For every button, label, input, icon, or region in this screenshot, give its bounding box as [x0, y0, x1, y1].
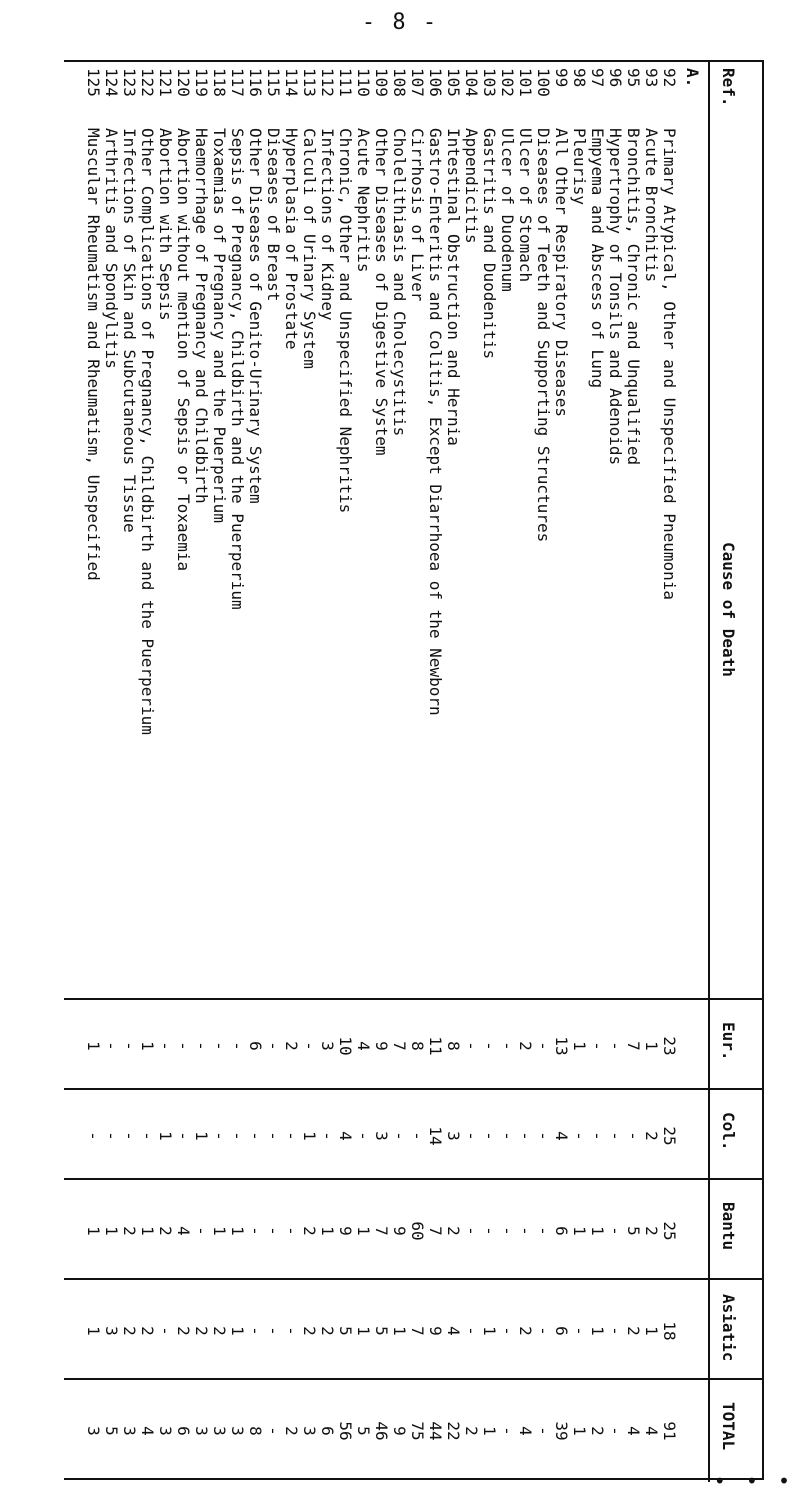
cell-bantu: 5 [624, 1226, 643, 1236]
cell-asiatic: 2 [138, 1326, 157, 1336]
cell-asiatic: 1 [642, 1326, 661, 1336]
cell-cause: Acute Bronchitis [642, 128, 661, 283]
cell-total: 39 [552, 1421, 571, 1441]
cell-asiatic: 1 [354, 1326, 373, 1336]
cell-ref: 107 [408, 68, 427, 97]
cell-total: 44 [426, 1421, 445, 1441]
cell-col: - [246, 1131, 265, 1141]
mortality-table-frame [64, 60, 764, 1480]
cell-cause: Appendicitis [462, 128, 481, 244]
cell-total: - [606, 1426, 625, 1436]
cell-ref: 99 [552, 68, 571, 88]
cell-ref: 120 [174, 68, 193, 97]
header-total: TOTAL [719, 1402, 738, 1451]
cell-bantu: 9 [336, 1226, 355, 1236]
cell-cause: Abortion with Sepsis [156, 128, 175, 321]
cell-eur: 1 [570, 1041, 589, 1051]
cell-total: - [498, 1426, 517, 1436]
cell-total: 6 [174, 1426, 193, 1436]
cell-cause: Cholelithiasis and Cholecystitis [390, 128, 409, 437]
cell-total: 5 [102, 1426, 121, 1436]
cell-cause: Other Diseases of Genito-Urinary System [246, 128, 265, 504]
cell-col: 4 [552, 1131, 571, 1141]
cell-bantu: 1 [318, 1226, 337, 1236]
cell-bantu: - [516, 1226, 535, 1236]
cell-ref: 122 [138, 68, 157, 97]
cell-asiatic: - [264, 1326, 283, 1336]
header-col: Col. [719, 1112, 738, 1151]
cell-col: 4 [336, 1131, 355, 1141]
cell-col: - [138, 1131, 157, 1141]
cell-eur: - [228, 1041, 247, 1051]
cell-bantu: 4 [174, 1226, 193, 1236]
cell-ref: 106 [426, 68, 445, 97]
cell-bantu: 1 [84, 1226, 103, 1236]
cell-eur: 6 [246, 1041, 265, 1051]
cell-cause: Diseases of Breast [264, 128, 283, 302]
cell-col: - [390, 1131, 409, 1141]
cell-eur: - [606, 1041, 625, 1051]
cell-eur: - [156, 1041, 175, 1051]
cell-col: - [174, 1131, 193, 1141]
table-row [82, 62, 104, 1482]
cell-eur: - [120, 1041, 139, 1051]
cell-asiatic: - [462, 1326, 481, 1336]
cell-bantu: 1 [570, 1226, 589, 1236]
cell-bantu: - [264, 1226, 283, 1236]
cell-col: 14 [426, 1126, 445, 1146]
cell-cause: Hyperplasia of Prostate [282, 128, 301, 350]
cell-cause: Cirrhosis of Liver [408, 128, 427, 302]
cell-ref: 123 [120, 68, 139, 97]
cell-eur: 7 [390, 1041, 409, 1051]
header-cause: Cause of Death [719, 542, 738, 677]
cell-eur: 1 [138, 1041, 157, 1051]
cell-eur: - [480, 1041, 499, 1051]
cell-cause: Gastro-Enteritis and Colitis, Except Diarrhoea of the Newborn [426, 128, 445, 716]
cell-total: 4 [138, 1426, 157, 1436]
cell-asiatic: 2 [174, 1326, 193, 1336]
cell-col: 2 [642, 1131, 661, 1141]
cell-col: - [498, 1131, 517, 1141]
cell-bantu: 1 [354, 1226, 373, 1236]
section-marker: A. [683, 68, 702, 88]
cell-total: 2 [462, 1426, 481, 1436]
cell-eur: - [210, 1041, 229, 1051]
cell-cause: Infections of Skin and Subcutaneous Tissue [120, 128, 139, 533]
cell-ref: 98 [570, 68, 589, 88]
cell-bantu: 7 [426, 1226, 445, 1236]
header-eur: Eur. [719, 1022, 738, 1061]
cell-total: 9 [390, 1426, 409, 1436]
cell-col: 1 [156, 1131, 175, 1141]
cell-cause: Calculi of Urinary System [300, 128, 319, 369]
cell-total: 3 [210, 1426, 229, 1436]
cell-col: - [516, 1131, 535, 1141]
cell-ref: 103 [480, 68, 499, 97]
cell-total: 2 [282, 1426, 301, 1436]
cell-bantu: - [282, 1226, 301, 1236]
cell-ref: 102 [498, 68, 517, 97]
cell-col: - [408, 1131, 427, 1141]
cell-bantu: 2 [642, 1226, 661, 1236]
cell-asiatic: - [246, 1326, 265, 1336]
cell-col: - [462, 1131, 481, 1141]
cell-bantu: - [606, 1226, 625, 1236]
cell-bantu: - [246, 1226, 265, 1236]
cell-total: - [534, 1426, 553, 1436]
cell-eur: 4 [354, 1041, 373, 1051]
cell-col: - [228, 1131, 247, 1141]
cell-col: - [588, 1131, 607, 1141]
cell-cause: Abortion without mention of Sepsis or Toxaemia [174, 128, 193, 572]
cell-cause: Muscular Rheumatism and Rheumatism, Unspecified [84, 128, 103, 581]
cell-ref: 114 [282, 68, 301, 97]
cell-asiatic: 5 [336, 1326, 355, 1336]
cell-total: 3 [120, 1426, 139, 1436]
cell-eur: 2 [516, 1041, 535, 1051]
cell-total: 3 [192, 1426, 211, 1436]
cell-ref: 119 [192, 68, 211, 97]
cell-cause: Diseases of Teeth and Supporting Structures [534, 128, 553, 543]
cell-cause: All Other Respiratory Diseases [552, 128, 571, 417]
cell-ref: 125 [84, 68, 103, 97]
cell-cause: Pleurisy [570, 128, 589, 206]
cell-col: 1 [192, 1131, 211, 1141]
cell-col: - [354, 1131, 373, 1141]
header-asiatic: Asiatic [719, 1294, 738, 1362]
cell-cause: Ulcer of Duodenum [498, 128, 517, 292]
cell-ref: 108 [390, 68, 409, 97]
cell-bantu: 60 [408, 1221, 427, 1241]
cell-eur: - [498, 1041, 517, 1051]
cell-col: - [282, 1131, 301, 1141]
cell-total: 4 [642, 1426, 661, 1436]
cell-total: 46 [372, 1421, 391, 1441]
cell-eur: - [588, 1041, 607, 1051]
cell-bantu: 2 [300, 1226, 319, 1236]
header-rule [708, 62, 710, 1482]
cell-asiatic: - [156, 1326, 175, 1336]
cell-cause: Hypertrophy of Tonsils and Adenoids [606, 128, 625, 466]
cell-ref: 92 [660, 68, 679, 88]
cell-ref: 124 [102, 68, 121, 97]
cell-cause: Intestinal Obstruction and Hernia [444, 128, 463, 446]
cell-asiatic: 4 [444, 1326, 463, 1336]
cell-eur: - [264, 1041, 283, 1051]
cell-ref: 115 [264, 68, 283, 97]
cell-bantu: - [462, 1226, 481, 1236]
cell-eur: 1 [642, 1041, 661, 1051]
cell-ref: 113 [300, 68, 319, 97]
cell-asiatic: 1 [390, 1326, 409, 1336]
cell-asiatic: 1 [588, 1326, 607, 1336]
cell-ref: 112 [318, 68, 337, 97]
cell-eur: - [534, 1041, 553, 1051]
cell-eur: 8 [444, 1041, 463, 1051]
cell-cause: Other Complications of Pregnancy, Childbirth and the Puerperium [138, 128, 157, 735]
cell-col: - [606, 1131, 625, 1141]
cell-col: - [624, 1131, 643, 1141]
page-number: - 8 - [361, 10, 439, 35]
cell-col: - [318, 1131, 337, 1141]
cell-total: 5 [354, 1426, 373, 1436]
cell-asiatic: 7 [408, 1326, 427, 1336]
cell-eur: 23 [660, 1036, 679, 1056]
cell-col: 3 [372, 1131, 391, 1141]
cell-ref: 93 [642, 68, 661, 88]
cell-eur: 10 [336, 1036, 355, 1056]
cell-eur: 7 [624, 1041, 643, 1051]
cell-total: 3 [156, 1426, 175, 1436]
cell-col: - [480, 1131, 499, 1141]
cell-bantu: 1 [210, 1226, 229, 1236]
cell-bantu: - [480, 1226, 499, 1236]
cell-bantu: - [498, 1226, 517, 1236]
footer-marker: • • • [713, 1469, 794, 1493]
cell-eur: 9 [372, 1041, 391, 1051]
cell-cause: Chronic, Other and Unspecified Nephritis [336, 128, 355, 514]
cell-bantu: 9 [390, 1226, 409, 1236]
cell-cause: Infections of Kidney [318, 128, 337, 321]
cell-eur: 1 [84, 1041, 103, 1051]
cell-cause: Acute Nephritis [354, 128, 373, 273]
header-bantu: Bantu [719, 1202, 738, 1251]
cell-ref: 97 [588, 68, 607, 88]
cell-col: - [102, 1131, 121, 1141]
cell-asiatic: - [534, 1326, 553, 1336]
cell-col: - [120, 1131, 139, 1141]
cell-cause: Primary Atypical, Other and Unspecified Pneumonia [660, 128, 679, 601]
cell-col: - [84, 1131, 103, 1141]
cell-ref: 101 [516, 68, 535, 97]
cell-total: 75 [408, 1421, 427, 1441]
cell-total: 2 [588, 1426, 607, 1436]
cell-total: 3 [228, 1426, 247, 1436]
cell-eur: - [462, 1041, 481, 1051]
cell-ref: 96 [606, 68, 625, 88]
cell-asiatic: - [570, 1326, 589, 1336]
cell-cause: Sepsis of Pregnancy, Childbirth and the Puerperium [228, 128, 247, 610]
cell-asiatic: 2 [120, 1326, 139, 1336]
cell-eur: 3 [318, 1041, 337, 1051]
cell-total: 4 [624, 1426, 643, 1436]
cell-cause: Other Diseases of Digestive System [372, 128, 391, 456]
cell-col: 25 [660, 1126, 679, 1146]
cell-eur: 2 [282, 1041, 301, 1051]
cell-ref: 95 [624, 68, 643, 88]
cell-asiatic: 2 [192, 1326, 211, 1336]
cell-bantu: 7 [372, 1226, 391, 1236]
cell-col: - [210, 1131, 229, 1141]
cell-ref: 116 [246, 68, 265, 97]
cell-bantu: 1 [228, 1226, 247, 1236]
cell-total: 1 [570, 1426, 589, 1436]
cell-asiatic: - [606, 1326, 625, 1336]
cell-bantu: 2 [156, 1226, 175, 1236]
cell-asiatic: 2 [318, 1326, 337, 1336]
cell-bantu: - [192, 1226, 211, 1236]
cell-col: 3 [444, 1131, 463, 1141]
cell-asiatic: 2 [624, 1326, 643, 1336]
cell-asiatic: 6 [552, 1326, 571, 1336]
cell-cause: Arthritis and Spondylitis [102, 128, 121, 369]
cell-asiatic: 1 [228, 1326, 247, 1336]
cell-ref: 100 [534, 68, 553, 97]
cell-total: 3 [300, 1426, 319, 1436]
cell-asiatic: 9 [426, 1326, 445, 1336]
cell-col: - [570, 1131, 589, 1141]
cell-eur: - [300, 1041, 319, 1051]
cell-total: 4 [516, 1426, 535, 1436]
cell-asiatic: 2 [516, 1326, 535, 1336]
cell-cause: Toxaemias of Pregnancy and the Puerperium [210, 128, 229, 523]
cell-cause: Empyema and Abscess of Lung [588, 128, 607, 389]
cell-total: 3 [84, 1426, 103, 1436]
cell-total: 22 [444, 1421, 463, 1441]
cell-ref: 104 [462, 68, 481, 97]
cell-ref: 121 [156, 68, 175, 97]
header-ref: Ref. [719, 68, 738, 107]
cell-bantu: 2 [444, 1226, 463, 1236]
cell-total: 56 [336, 1421, 355, 1441]
cell-ref: 105 [444, 68, 463, 97]
cell-col: - [264, 1131, 283, 1141]
cell-cause: Ulcer of Stomach [516, 128, 535, 283]
cell-bantu: 1 [102, 1226, 121, 1236]
cell-bantu: 25 [660, 1221, 679, 1241]
cell-asiatic: 2 [210, 1326, 229, 1336]
rotated-table [64, 62, 764, 1482]
cell-eur: 13 [552, 1036, 571, 1056]
cell-asiatic: 18 [660, 1321, 679, 1341]
cell-asiatic: 5 [372, 1326, 391, 1336]
cell-col: - [534, 1131, 553, 1141]
cell-total: - [264, 1426, 283, 1436]
cell-total: 1 [480, 1426, 499, 1436]
cell-ref: 111 [336, 68, 355, 97]
cell-eur: - [192, 1041, 211, 1051]
cell-asiatic: 1 [480, 1326, 499, 1336]
cell-ref: 110 [354, 68, 373, 97]
cell-total: 6 [318, 1426, 337, 1436]
cell-bantu: - [534, 1226, 553, 1236]
cell-bantu: 2 [120, 1226, 139, 1236]
cell-cause: Gastritis and Duodenitis [480, 128, 499, 360]
cell-total: 8 [246, 1426, 265, 1436]
cell-asiatic: 3 [102, 1326, 121, 1336]
cell-ref: 118 [210, 68, 229, 97]
cell-col: 1 [300, 1131, 319, 1141]
cell-ref: 117 [228, 68, 247, 97]
cell-bantu: 6 [552, 1226, 571, 1236]
cell-asiatic: - [498, 1326, 517, 1336]
cell-cause: Bronchitis, Chronic and Unqualified [624, 128, 643, 466]
cell-asiatic: 1 [84, 1326, 103, 1336]
cell-eur: - [102, 1041, 121, 1051]
cell-bantu: 1 [588, 1226, 607, 1236]
cell-eur: - [174, 1041, 193, 1051]
cell-asiatic: - [282, 1326, 301, 1336]
cell-bantu: 1 [138, 1226, 157, 1236]
cell-cause: Haemorrhage of Pregnancy and Childbirth [192, 128, 211, 504]
cell-asiatic: 2 [300, 1326, 319, 1336]
cell-eur: 8 [408, 1041, 427, 1051]
cell-eur: 11 [426, 1036, 445, 1056]
cell-ref: 109 [372, 68, 391, 97]
cell-total: 91 [660, 1421, 679, 1441]
